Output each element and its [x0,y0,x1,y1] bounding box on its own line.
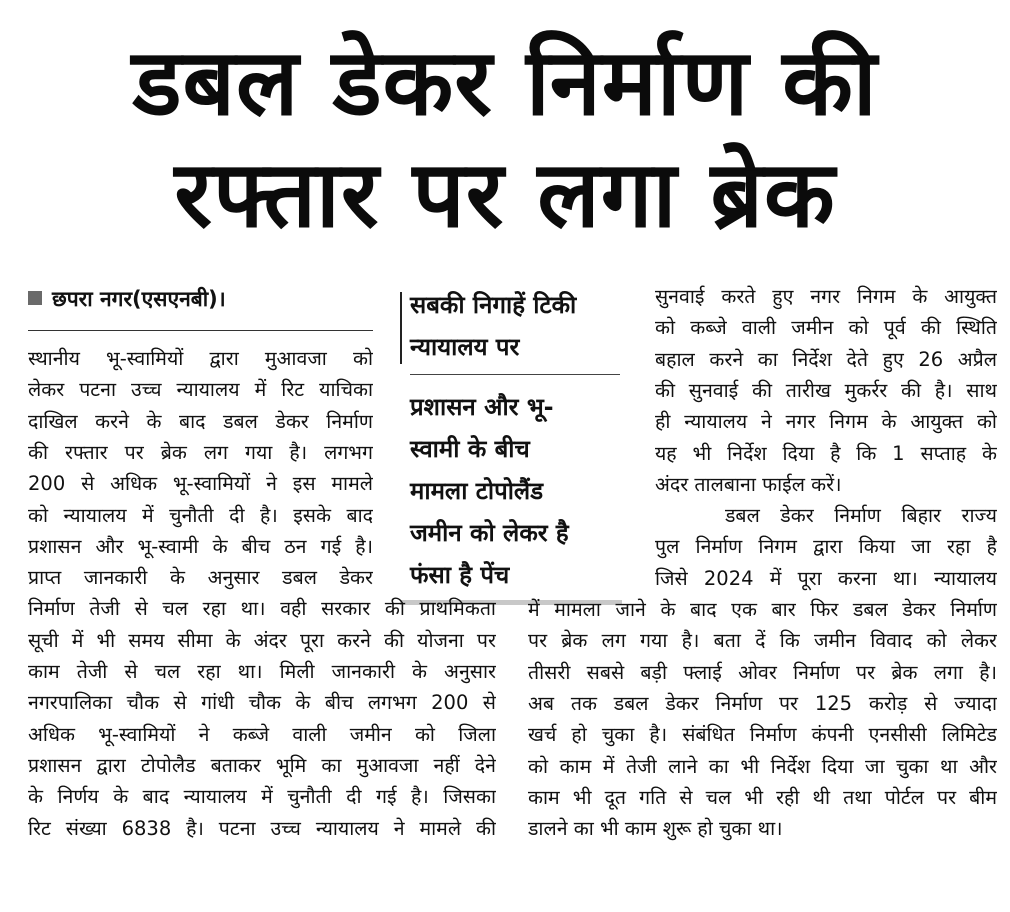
col-left-line: 200 से अधिक भू-स्वामियों ने इस मामले [28,472,373,496]
col-left-wide-line: अधिक भू-स्वामियों ने कब्जे वाली जमीन को जिला [28,722,496,746]
sidebar-heading-1: सबकी निगाहें टिकी [410,291,577,319]
col-right-wide-line: डालने का भी काम शुरू हो चुका था। [528,817,783,841]
sidebar-heading-2: न्यायालय पर [410,333,520,361]
col-right-line: जिसे 2024 में पूरा करना था। न्यायालय [655,566,997,590]
col-right-line: बहाल करने का निर्देश देते हुए 26 अप्रैल [655,347,997,371]
col-right-line: ही न्यायालय ने नगर निगम के आयुक्त को [655,410,997,434]
headline-line-1: डबल डेकर निर्माण की [132,29,878,136]
col-right-wide-line: पर ब्रेक लग गया है। बता दें कि जमीन विवाद को लेकर [528,629,997,653]
sidebar-sub-4: जमीन को लेकर है [410,519,569,547]
col-left-line: प्राप्त जानकारी के अनुसार डबल डेकर [28,566,373,590]
col-left-line: दाखिल करने के बाद डबल डेकर निर्माण [28,409,373,433]
col-left-line: स्थानीय भू-स्वामियों द्वारा मुआवजा को [28,347,373,370]
dateline-text: छपरा नगर(एसएनबी)। [52,287,226,311]
col-left-line: प्रशासन और भू-स्वामी के बीच ठन गई है। [28,534,373,558]
col-right-wide-line: काम भी दूत गति से चल भी रही थी तथा पोर्टल पर बीम [528,785,997,809]
col-right-line: को कब्जे वाली जमीन को पूर्व की स्थिति [655,316,997,340]
sidebar-bar [400,292,402,364]
col-left-wide-line: काम तेजी से चल रहा था। मिली जानकारी के अनुसार [28,660,496,683]
col-left-line: को न्यायालय में चुनौती दी है। इसके बाद [28,503,373,527]
col-right-line: डबल डेकर निर्माण बिहार राज्य [725,504,997,528]
col-right-wide-line: में मामला जाने के बाद एक बार फिर डबल डेकर निर्माण [528,598,997,621]
sidebar-sub-2: स्वामी के बीच [410,435,530,463]
col-right-wide-line: अब तक डबल डेकर निर्माण पर 125 करोड़ से ज्यादा [528,691,997,715]
col-right-wide-line: खर्च हो चुका है। संबंधित निर्माण कंपनी एनसीसी लिमिटेड [528,723,997,747]
col-left-line: की रफ्तार पर ब्रेक लग गया है। लगभग [28,440,373,464]
sidebar-sub-5: फंसा है पेंच [410,561,510,589]
dateline [28,284,368,314]
col-left-wide-line: नगरपालिका चौक से गांधी चौक के बीच लगभग 200 से [28,691,496,715]
col-left-wide-line: के निर्णय के बाद न्यायालय में चुनौती दी गई है। जिसका [28,785,496,809]
bullet-square-icon [28,291,42,305]
col-right-line: अंदर तालबाना फाईल करें। [655,472,842,496]
col-left-wide-line: प्रशासन द्वारा टोपोलैड बताकर भूमि का मुआवजा नहीं देने [28,753,496,777]
col-left-wide-line: रिट संख्या 6838 है। पटना उच्च न्यायालय ने मामले की [28,816,496,840]
col-right-wide-line: को काम में तेजी लाने का भी निर्देश दिया जा चुका था और [528,754,997,778]
headline-line-2: रफ्तार पर लगा ब्रेक [174,141,836,248]
sidebar-sub-3: मामला टोपोलैंड [410,477,544,505]
dateline-rule [28,330,373,331]
col-right-wide-line: तीसरी सबसे बड़ी फ्लाई ओवर निर्माण पर ब्रेक लगा है। [528,660,997,684]
col-right-line: पुल निर्माण निगम द्वारा किया जा रहा है [655,535,997,559]
col-right-line: सुनवाई करते हुए नगर निगम के आयुक्त [655,285,997,308]
col-left-wide-line: निर्माण तेजी से चल रहा था। वही सरकार की प्राथमिकता [28,597,496,621]
sidebar-sub-1: प्रशासन और भू- [410,393,554,421]
col-right-line: की सुनवाई की तारीख मुकर्रर की है। साथ [655,378,997,402]
col-left-line: लेकर पटना उच्च न्यायालय में रिट याचिका [28,378,373,402]
col-right-line: यह भी निर्देश दिया है कि 1 सप्ताह के [655,441,997,465]
col-left-wide-line: सूची में भी समय सीमा के अंदर पूरा करने की योजना पर [28,628,496,652]
sidebar-rule [410,374,620,375]
